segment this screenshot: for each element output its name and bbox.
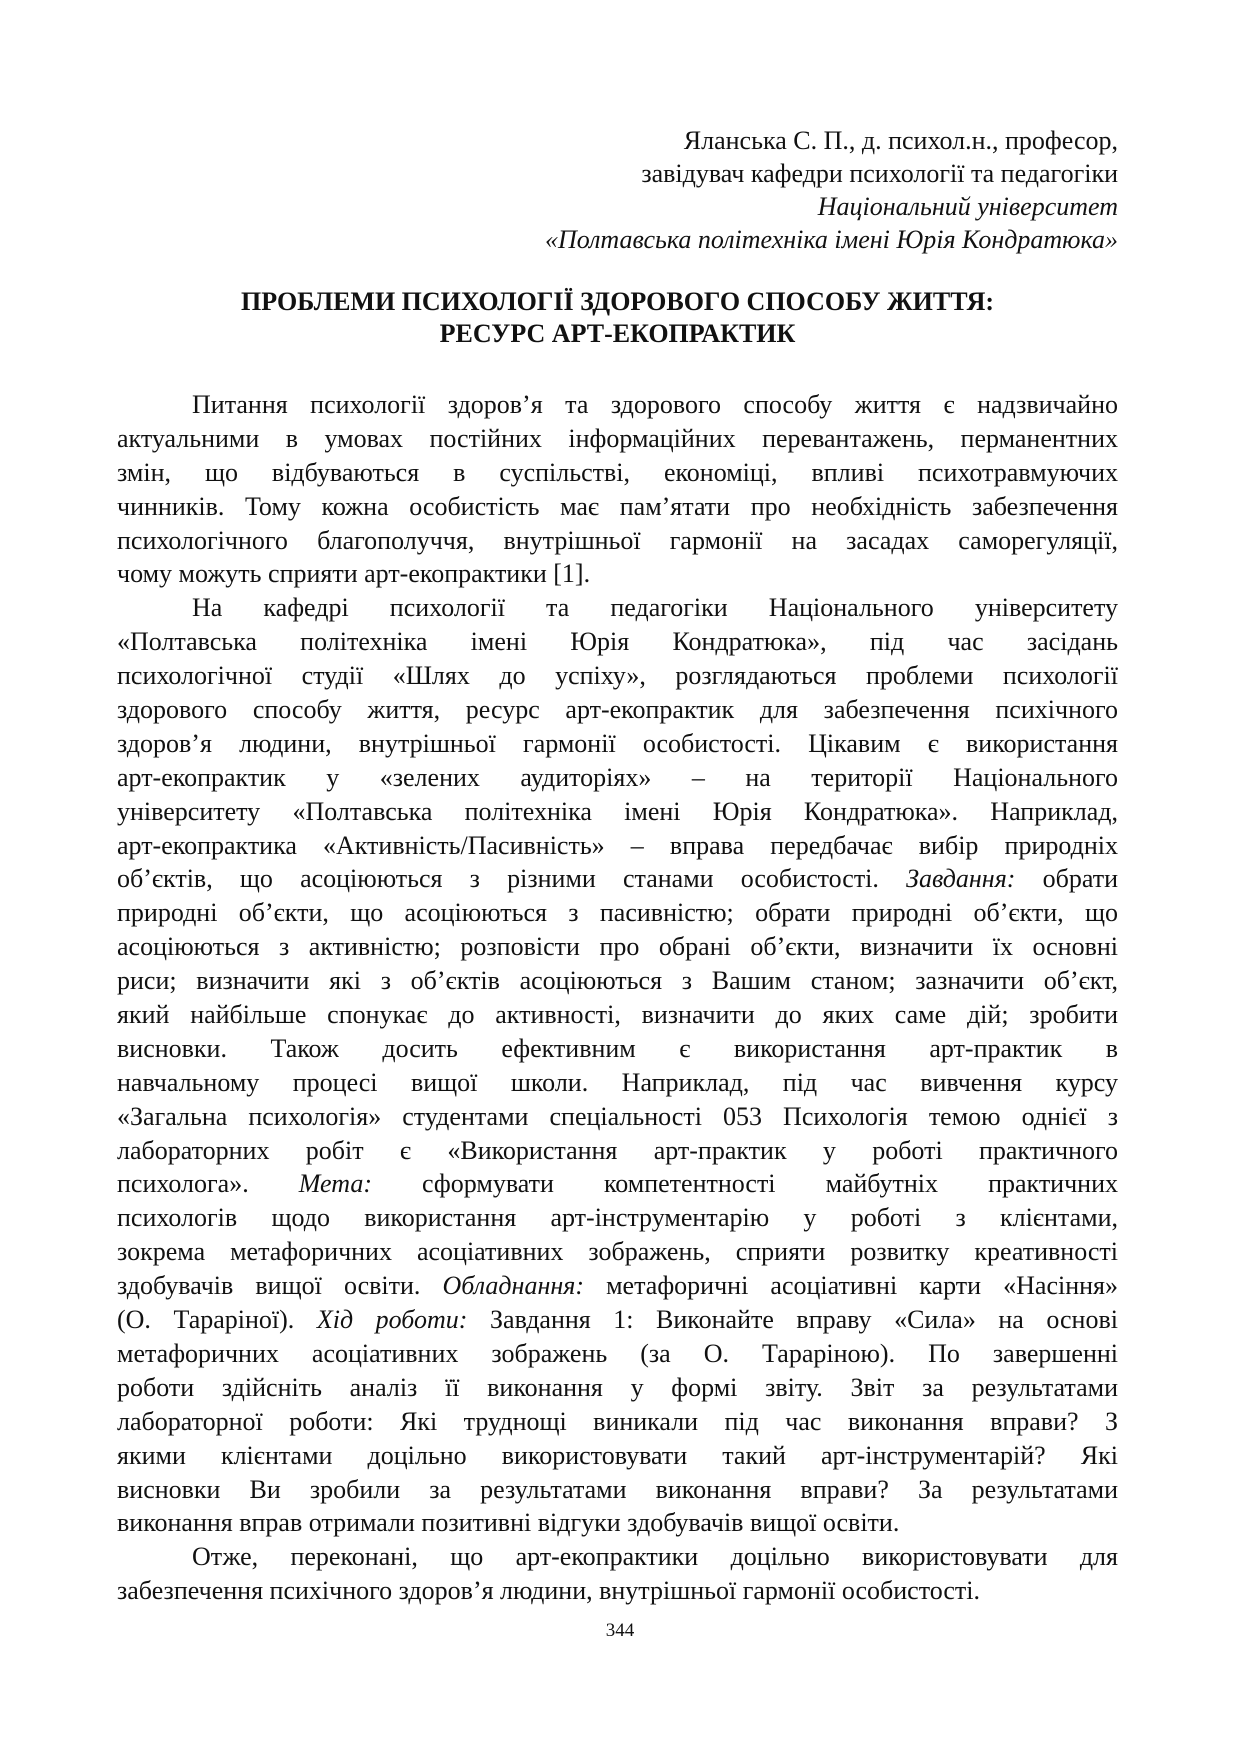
text-segment: об’єктів, що асоціюються з різними станами особистості. [117, 864, 907, 894]
paragraph [117, 1540, 1118, 1608]
text-line: змін, що відбуваються в суспільстві, економіці, впливі психотравмуючих [117, 457, 1118, 487]
article-title [117, 286, 1118, 350]
text-segment: (О. Тараріної). [117, 1305, 317, 1335]
text-line: На кафедрі психології та педагогіки Національного університету [192, 593, 1118, 623]
text-line: забезпечення психічного здоров’я людини, внутрішньої гармонії особистості. [117, 1576, 981, 1606]
text-line: Питання психології здоров’я та здорового способу життя є надзвичайно [192, 390, 1118, 419]
text-segment: здобувачів вищої освіти. [117, 1271, 443, 1301]
text-line [117, 1167, 1118, 1201]
text-line: асоціюються з активністю; розповісти про обрані об’єкти, визначити їх основні [117, 932, 1118, 962]
text-line: актуальними в умовах постійних інформаційних перевантажень, перманентних [117, 423, 1118, 453]
text-line: арт-екопрактика «Активність/Пасивність» – вправа передбачає вибір природніх [117, 830, 1118, 860]
paragraph [117, 388, 1118, 591]
text-line: метафоричних асоціативних зображень (за О. Тараріною). По завершенні [117, 1338, 1118, 1368]
author-block [545, 124, 1118, 256]
text-line: «Полтавська політехніка імені Юрія Кондратюка», під час засідань [117, 627, 1118, 657]
italic-label: Хід роботи: [316, 1305, 468, 1335]
author-position: завідувач кафедри психології та педагогіки [641, 159, 1118, 188]
text-line: здоров’я людини, внутрішньої гармонії особистості. Цікавим є використання [117, 728, 1118, 758]
text-segment: метафоричні асоціативні карти «Насіння» [583, 1271, 1118, 1301]
text-line: арт-екопрактик у «зелених аудиторіях» – на території Національного [117, 762, 1118, 792]
title-line: РЕСУРС АРТ-ЕКОПРАКТИК [439, 319, 796, 348]
title-line: ПРОБЛЕМИ ПСИХОЛОГІЇ ЗДОРОВОГО СПОСОБУ ЖИТТЯ: [240, 287, 995, 316]
italic-label: Завдання: [906, 864, 1016, 894]
page-number: 344 [605, 1620, 635, 1641]
text-line: лабораторної роботи: Які труднощі виникали під час виконання вправи? З [117, 1406, 1118, 1436]
author-name: Яланська С. П., д. психол.н., професор, [683, 126, 1118, 155]
text-line: психологічної студії «Шлях до успіху», розглядаються проблеми психології [117, 661, 1118, 691]
author-institution-name: «Полтавська політехніка імені Юрія Кондратюка» [544, 225, 1118, 254]
text-line: який найбільше спонукає до активності, визначити до яких саме дій; зробити [117, 1000, 1118, 1030]
italic-label: Обладнання: [442, 1271, 584, 1301]
paragraph [117, 591, 1118, 1540]
text-segment: Завдання 1: Виконайте вправу «Сила» на основі [467, 1305, 1118, 1335]
text-segment: сформувати компетентності майбутніх практичних [372, 1169, 1119, 1199]
text-line: зокрема метафоричних асоціативних зображень, сприяти розвитку креативності [117, 1237, 1118, 1267]
text-line: навчальному процесі вищої школи. Наприклад, під час вивчення курсу [117, 1067, 1118, 1097]
text-line: здорового способу життя, ресурс арт-екопрактик для забезпечення психічного [117, 695, 1118, 725]
text-line [117, 1269, 1118, 1303]
text-line [117, 1303, 1118, 1337]
text-line: висновки. Також досить ефективним є використання арт-практик в [117, 1033, 1118, 1063]
text-line: чинників. Тому кожна особистість має пам’ятати про необхідність забезпечення [117, 491, 1118, 521]
text-line: Отже, переконані, що арт-екопрактики доцільно використовувати для [192, 1542, 1118, 1572]
text-line: «Загальна психологія» студентами спеціальності 053 Психологія темою однієї з [117, 1101, 1118, 1131]
text-line: чому можуть сприяти арт-екопрактики [1]. [117, 559, 591, 589]
text-line [117, 862, 1118, 896]
text-line: висновки Ви зробили за результатами виконання вправи? За результатами [117, 1474, 1118, 1504]
text-segment: обрати [1015, 864, 1118, 894]
text-line: риси; визначити які з об’єктів асоціюються з Вашим станом; зазначити об’єкт, [117, 966, 1118, 996]
author-institution: Національний університет [817, 192, 1118, 221]
text-line: якими клієнтами доцільно використовувати такий арт-інструментарій? Які [117, 1440, 1118, 1470]
text-line: психологів щодо використання арт-інструментарію у роботі з клієнтами, [117, 1203, 1118, 1233]
italic-label: Мета: [298, 1169, 373, 1199]
text-line: природні об’єкти, що асоціюються з пасивністю; обрати природні об’єкти, що [117, 898, 1118, 928]
text-line: роботи здійсніть аналіз її виконання у формі звіту. Звіт за результатами [117, 1372, 1118, 1402]
text-line: виконання вправ отримали позитивні відгуки здобувачів вищої освіти. [117, 1508, 900, 1538]
text-line: психологічного благополуччя, внутрішньої гармонії на засадах саморегуляції, [117, 525, 1118, 555]
article-body [117, 388, 1118, 1608]
text-segment: психолога». [117, 1169, 299, 1199]
text-line: університету «Полтавська політехніка імені Юрія Кондратюка». Наприклад, [117, 796, 1118, 826]
text-line: лабораторних робіт є «Використання арт-практик у роботі практичного [117, 1135, 1118, 1165]
